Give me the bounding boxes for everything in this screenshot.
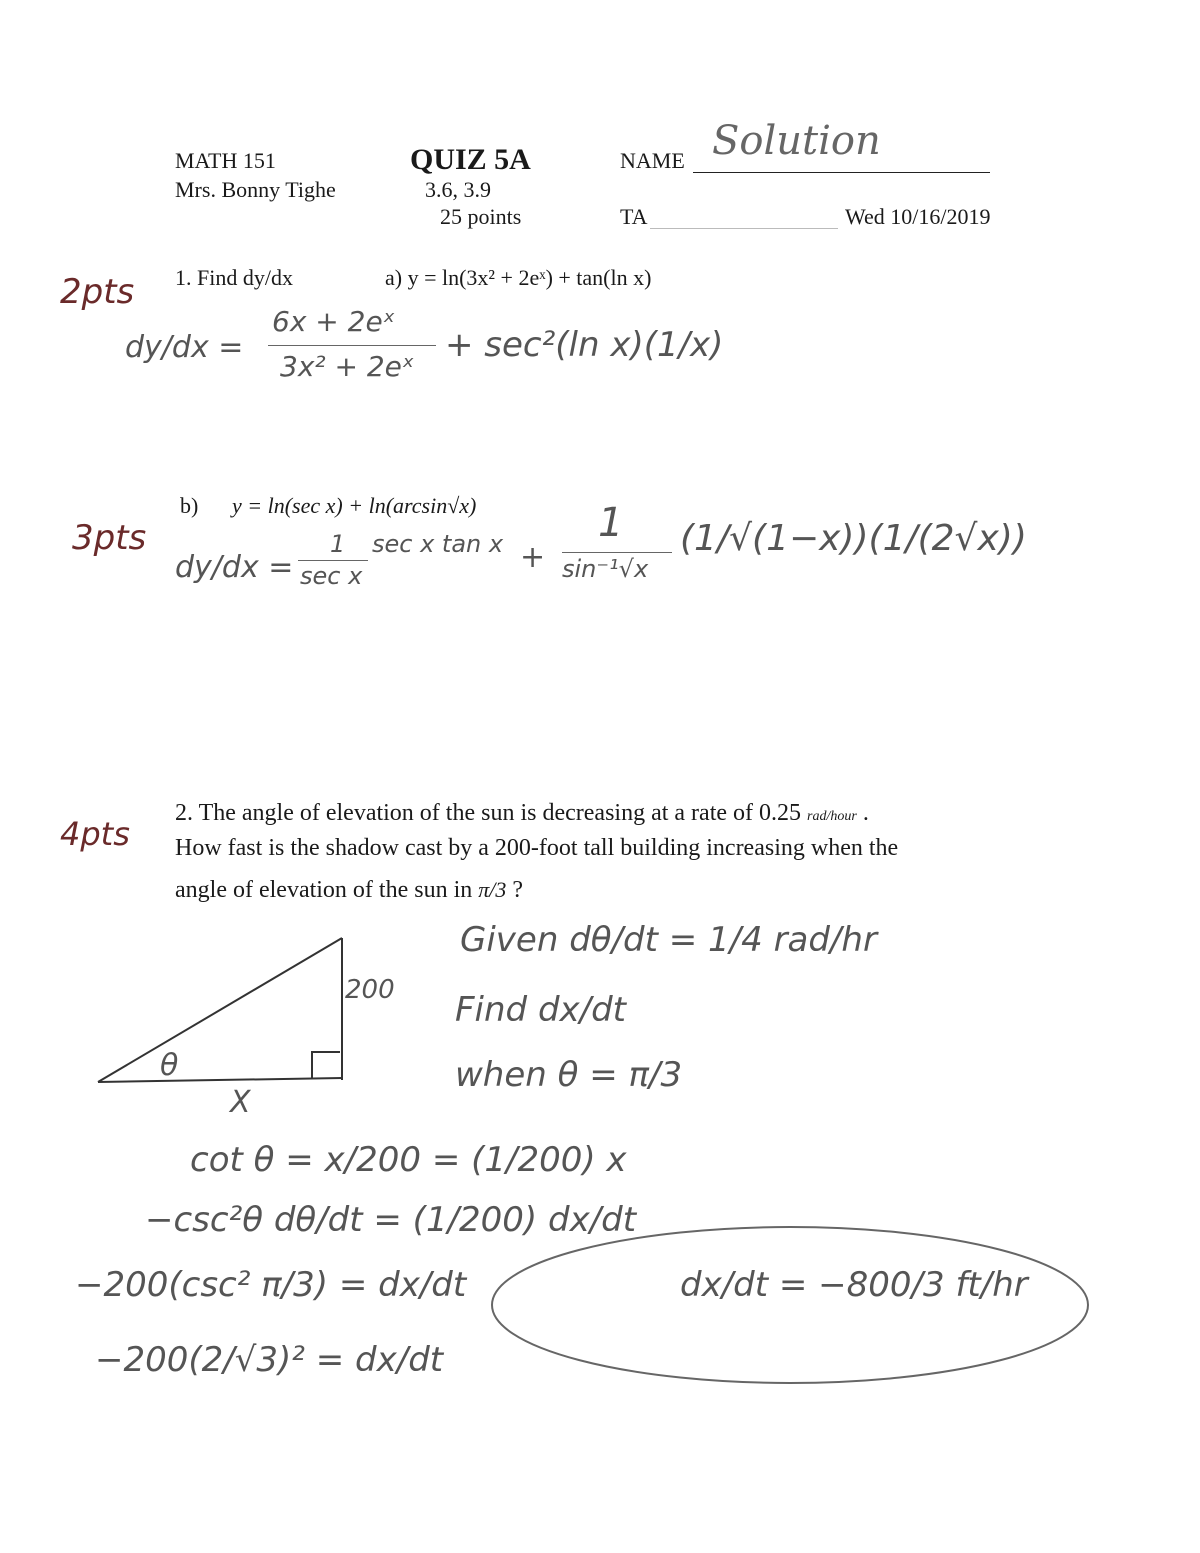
figure-base-label: X <box>230 1085 251 1120</box>
name-label: NAME <box>620 148 685 173</box>
q1b-lhs: dy/dx = <box>175 550 294 585</box>
name-value-handwritten: Solution <box>712 118 881 164</box>
q1b-term2-num: 1 <box>598 500 624 546</box>
q2-find: Find dx/dt <box>455 990 627 1030</box>
right-angle-mark <box>312 1052 340 1078</box>
q1-prompt: 1. Find dy/dx <box>175 265 293 290</box>
q1b-term1-rest: sec x tan x <box>372 530 504 558</box>
q1a-numerator: 6x + 2eˣ <box>272 305 396 338</box>
q2-angle: π/3 <box>478 877 507 902</box>
triangle-hypotenuse <box>98 938 342 1082</box>
q1b-label: b) <box>180 493 199 518</box>
q1b-expression: y = ln(sec x) + ln(arcsin√x) <box>232 493 477 518</box>
q2-line3-end: ? <box>512 877 524 903</box>
q2-when: when θ = π/3 <box>455 1055 683 1095</box>
figure-angle-label: θ <box>160 1048 179 1083</box>
q1b-term2-den: sin⁻¹√x <box>562 555 649 583</box>
q1b-term2-rest: (1/√(1−x))(1/(2√x)) <box>680 518 1027 559</box>
q1a-denominator: 3x² + 2eˣ <box>280 350 415 383</box>
q2-rate-unit: rad/hour <box>807 809 857 824</box>
q2-step3: −200(csc² π/3) = dx/dt <box>75 1265 467 1305</box>
quiz-sections: 3.6, 3.9 <box>425 177 491 202</box>
answer-circle <box>492 1227 1088 1383</box>
q1a-expression: a) y = ln(3x² + 2eˣ) + tan(ln x) <box>385 265 652 290</box>
q2-line1-end: . <box>862 800 869 826</box>
figure-height-label: 200 <box>345 975 395 1005</box>
q2-step1: cot θ = x/200 = (1/200) x <box>190 1140 627 1180</box>
ta-label: TA <box>620 204 648 229</box>
q1b-plus: + <box>520 540 546 575</box>
q1a-rest: + sec²(ln x)(1/x) <box>445 325 724 365</box>
q1b-term1-den: sec x <box>300 562 363 590</box>
q2-line1-text: 2. The angle of elevation of the sun is decreasing at a rate of 0.25 <box>175 800 802 826</box>
quiz-date: Wed 10/16/2019 <box>845 204 991 229</box>
instructor-label: Mrs. Bonny Tighe <box>175 177 336 202</box>
q1a-lhs: dy/dx = <box>125 330 244 365</box>
q1b-term1-num: 1 <box>330 530 346 558</box>
q1b-points: 3pts <box>72 518 147 558</box>
q2-step4: −200(2/√3)² = dx/dt <box>95 1340 444 1380</box>
triangle-base <box>98 1078 342 1082</box>
q1a-points: 2pts <box>60 272 135 312</box>
q2-line2: How fast is the shadow cast by a 200-foot tall building increasing when the <box>175 835 899 861</box>
q2-step2: −csc²θ dθ/dt = (1/200) dx/dt <box>145 1200 637 1240</box>
course-label: MATH 151 <box>175 148 276 173</box>
quiz-points: 25 points <box>440 204 522 229</box>
q2-points: 4pts <box>60 815 130 853</box>
q2-answer: dx/dt = −800/3 ft/hr <box>680 1265 1028 1305</box>
q2-line3-text: angle of elevation of the sun in <box>175 877 473 903</box>
q2-given: Given dθ/dt = 1/4 rad/hr <box>460 920 877 960</box>
quiz-title: QUIZ 5A <box>410 143 531 176</box>
